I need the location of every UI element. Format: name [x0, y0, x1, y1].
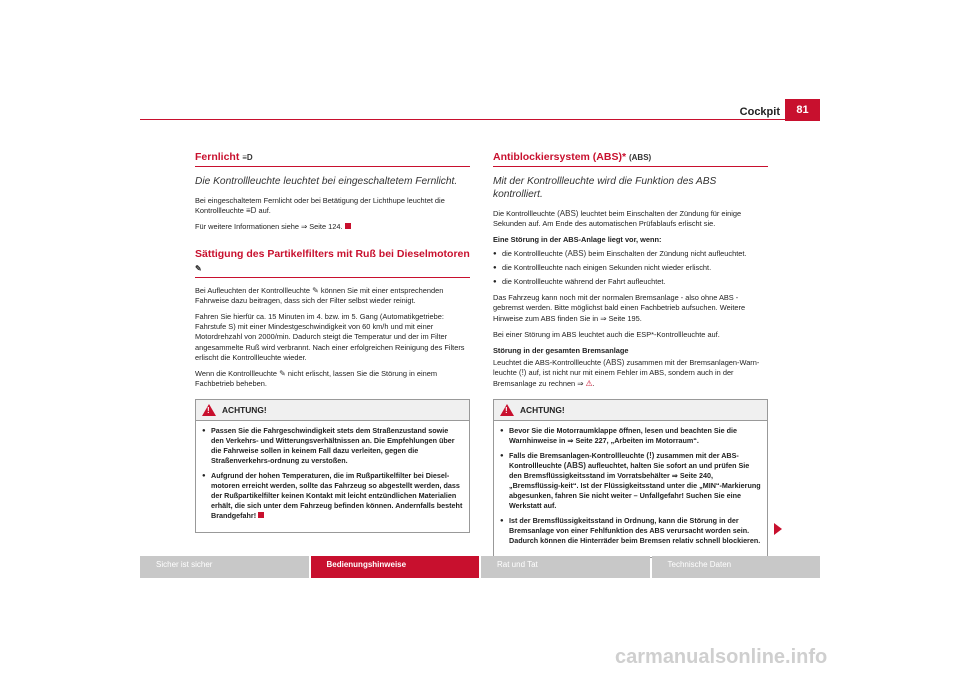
paragraph: Leuchtet die ABS-Kontrollleuchte (ABS) zusammen mit der Bremsanlagen-Warn-leuchte (!) auf, ist nicht nur mit einem Fehler im ABS, sondern auch in der Bremsanlage zu rechnen ⇒ ⚠.: [493, 358, 760, 388]
next-page-arrow-icon: [774, 523, 782, 535]
particle-filter-icon: ✎: [312, 285, 319, 295]
paragraph: Die Kontrollleuchte (ABS) leuchtet beim Einschalten der Zündung für einige Sekunden auf. Am Ende des automatischen Prüfablaufs erlischt sie.: [493, 209, 742, 229]
page-header-title: Cockpit: [739, 106, 780, 118]
subheading: Eine Störung in der ABS-Anlage liegt vor, wenn:: [493, 235, 662, 245]
left-column: [195, 150, 470, 533]
warning-triangle-icon: !: [500, 404, 514, 416]
abs-icon: (ABS): [603, 358, 625, 368]
section-rule: [195, 277, 470, 278]
section-rule: [493, 166, 768, 167]
warning-item: ● Bevor Sie die Motorraumklappe öffnen, lesen und beachten Sie die Warnhinweise in ⇒ Seite 227, „Arbeiten im Motorraum“.: [500, 426, 761, 446]
particle-filter-icon: ✎: [279, 369, 286, 379]
watermark: carmanualsonline.info: [615, 646, 828, 668]
warning-body: [494, 421, 767, 557]
warning-item: ● Aufgrund der hohen Temperaturen, die im Rußpartikelfilter bei Diesel-motoren erreicht werden, sollte das Fahrzeug so abgestellt werden, dass der Rußpartikelfilter keinen Kontakt mit leicht entzündlichen Materialien erhält, die sich unter dem Fahrzeug befinden können. Andernfalls besteht Brandgefahr!: [202, 471, 463, 521]
paragraph: Fahren Sie hierfür ca. 15 Minuten im 4. bzw. im 5. Gang (Automatikgetriebe: Fahrstufe S) mit einer Mindestgeschwindigkeit von 60 km/h und mit einer Motordrehzahl von 2000/min. Dadurch steigt die Temperatur und der im Filter angesammelte Ruß wird verbrannt. Nach einer erfolgreichen Reinigung des Filters erlischt die Kontrollleuchte wieder.: [195, 312, 465, 362]
end-marker-icon: [258, 512, 264, 518]
warning-box: [493, 399, 768, 558]
high-beam-icon: ≡D: [245, 206, 257, 216]
warning-title: ACHTUNG!: [520, 404, 565, 415]
abs-icon: (ABS): [557, 209, 579, 218]
particle-filter-icon: ✎: [195, 263, 202, 273]
paragraph: Das Fahrzeug kann noch mit der normalen Bremsanlage - also ohne ABS - gebremst werden. Bitte möglichst bald einen Fachbetrieb aufsuchen. Weitere Hinweise zum ABS finden Sie in ⇒ Seite 195.: [493, 293, 746, 323]
footer-nav: [140, 556, 820, 578]
footer-tab-bedienungshinweise[interactable]: Bedienungshinweise: [311, 556, 480, 578]
warning-triangle-icon: ⚠: [585, 378, 593, 388]
page-number: 81: [785, 99, 820, 121]
warning-body: [196, 421, 469, 532]
brake-warning-icon: (!): [646, 450, 655, 460]
warning-item: ● Ist der Bremsflüssigkeitsstand in Ordnung, kann die Störung in der Bremsanlage von einer Fehlfunktion des ABS verursacht worden sein. Dadurch können die Hinterräder beim Bremsen relativ schnell blockieren.: [500, 516, 761, 546]
section-lead: Die Kontrollleuchte leuchtet bei eingeschaltetem Fernlicht.: [195, 176, 458, 187]
list-item: ● die Kontrollleuchte (ABS) beim Einschalten der Zündung nicht aufleuchtet.: [493, 249, 768, 259]
warning-title: ACHTUNG!: [222, 405, 267, 416]
footer-tab-sicher[interactable]: Sicher ist sicher: [140, 556, 309, 578]
footer-tab-technische-daten[interactable]: Technische Daten: [652, 556, 821, 578]
list-item: ● die Kontrollleuchte während der Fahrt aufleuchtet.: [493, 277, 768, 287]
abs-icon: (ABS): [563, 460, 586, 470]
warning-item: ● Falls die Bremsanlagen-Kontrollleuchte (!) zusammen mit der ABS-Kontrollleuchte (ABS) aufleuchtet, halten Sie sofort an und prüfen Sie den Bremsflüssigkeitsstand im Vorratsbehälter ⇒ Seite 240, „Bremsflüssig-keit“. Ist der Flüssigkeitsstand unter die „MIN“-Markierung abgesunken, fahren Sie nicht weiter – Unfallgefahr! Suchen Sie eine Werkstatt auf.: [500, 451, 761, 511]
paragraph: Bei einer Störung im ABS leuchtet auch die ESP*-Kontrollleuchte auf.: [493, 329, 720, 339]
footer-tab-rat-und-tat[interactable]: Rat und Tat: [481, 556, 650, 578]
warning-box: [195, 399, 470, 533]
abs-icon: (ABS): [628, 153, 652, 162]
list-item: ● die Kontrollleuchte nach einigen Sekunden nicht wieder erlischt.: [493, 263, 768, 273]
bullet-list: [493, 249, 768, 288]
section-title-partikelfilter: Sättigung des Partikelfilters mit Ruß bei Dieselmotoren ✎: [195, 247, 470, 276]
high-beam-icon: ≡D: [242, 153, 253, 162]
end-marker-icon: [345, 223, 351, 229]
warning-header: [196, 400, 469, 421]
section-rule: [195, 166, 470, 167]
subheading: Störung in der gesamten Bremsanlage: [493, 346, 629, 356]
paragraph: Bei eingeschaltetem Fernlicht oder bei Betätigung der Lichthupe leuchtet die Kontrollleuchte ≡D auf.: [195, 196, 445, 216]
section-title-abs: Antiblockiersystem (ABS)* (ABS): [493, 151, 652, 163]
right-column: [493, 150, 768, 558]
section-title-fernlicht: Fernlicht ≡D: [195, 151, 253, 163]
abs-icon: (ABS): [564, 248, 587, 258]
warning-triangle-icon: !: [202, 404, 216, 416]
brake-warning-icon: (!): [518, 368, 527, 378]
paragraph: Wenn die Kontrollleuchte ✎ nicht erlischt, lassen Sie die Störung in einem Fachbetrieb beheben.: [195, 369, 437, 389]
section-lead: Mit der Kontrollleuchte wird die Funktion des ABS kontrolliert.: [493, 176, 717, 200]
paragraph: Für weitere Informationen siehe ⇒ Seite 124.: [195, 222, 470, 232]
warning-item: ● Passen Sie die Fahrgeschwindigkeit stets dem Straßenzustand sowie den Verkehrs- und Witterungsverhältnissen an. Die Empfehlungen über die Fahrweise sollen in keinem Fall dazu verleiten, gegen die Straßenverkehrs-ordnung zu verstoßen.: [202, 426, 463, 466]
header-rule: [140, 119, 820, 120]
warning-header: [494, 400, 767, 421]
paragraph: Bei Aufleuchten der Kontrollleuchte ✎ können Sie mit einer entsprechenden Fahrweise dazu beitragen, dass sich der Filter selbst wieder reinigt.: [195, 285, 444, 305]
